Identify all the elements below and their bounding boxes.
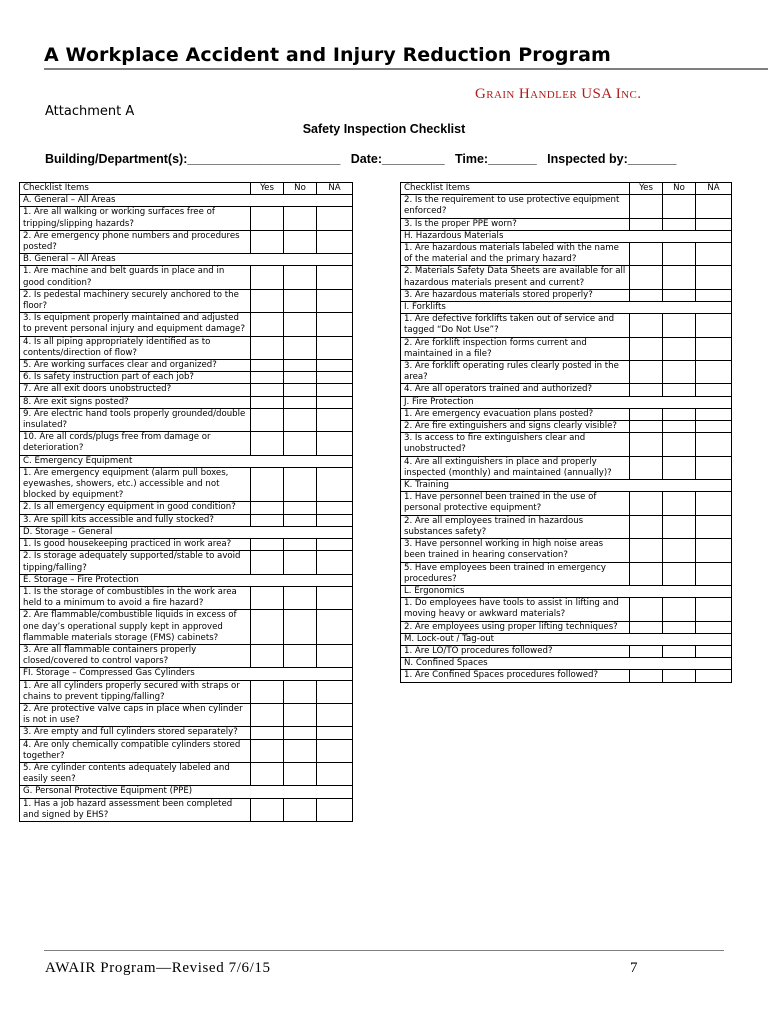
yes-checkbox-cell[interactable] (251, 680, 284, 703)
checklist-item-row (20, 539, 353, 551)
na-checkbox-cell[interactable] (317, 289, 353, 312)
yes-checkbox-cell[interactable] (251, 727, 284, 739)
checklist-item-row (401, 539, 732, 562)
yes-checkbox-cell[interactable] (251, 586, 284, 609)
na-checkbox-cell[interactable] (696, 384, 732, 396)
section-header-row (20, 455, 353, 467)
checklist-item-text: 2. Are fire extinguishers and signs clearly visible? (401, 421, 630, 433)
yes-checkbox-cell[interactable] (251, 396, 284, 408)
no-checkbox-cell[interactable] (284, 207, 317, 230)
checklist-item-row (20, 680, 353, 703)
no-checkbox-cell[interactable] (663, 337, 696, 360)
na-checkbox-cell[interactable] (696, 598, 732, 621)
checklist-item-text: 3. Are spill kits accessible and fully stocked? (20, 514, 251, 526)
checklist-item-row (20, 586, 353, 609)
no-checkbox-cell[interactable] (663, 492, 696, 515)
checklist-table-right (400, 182, 732, 683)
checklist-item-row (20, 408, 353, 431)
checklist-item-row (401, 337, 732, 360)
checklist-item-text: 2. Is storage adequately supported/stable to avoid tipping/falling? (20, 551, 251, 574)
na-checkbox-cell[interactable] (317, 467, 353, 502)
na-checkbox-cell[interactable] (696, 361, 732, 384)
checklist-item-text: 3. Have personnel working in high noise areas been trained in hearing conservation? (401, 539, 630, 562)
yes-checkbox-cell[interactable] (251, 372, 284, 384)
checklist-item-text: 9. Are electric hand tools properly grounded/double insulated? (20, 408, 251, 431)
checklist-item-row (20, 207, 353, 230)
no-checkbox-cell[interactable] (663, 243, 696, 266)
checklist-item-row (401, 562, 732, 585)
na-checkbox-cell[interactable] (696, 421, 732, 433)
yes-checkbox-cell[interactable] (251, 703, 284, 726)
checklist-item-row (20, 610, 353, 645)
yes-checkbox-cell[interactable] (630, 421, 663, 433)
checklist-item-text: 1. Is the storage of combustibles in the work area held to a minimum to avoid a fire hazard? (20, 586, 251, 609)
checklist-item-row (401, 361, 732, 384)
na-checkbox-cell[interactable] (317, 408, 353, 431)
na-checkbox-cell[interactable] (317, 396, 353, 408)
checklist-item-text: 8. Are exit signs posted? (20, 396, 251, 408)
checklist-item-text: 6. Is safety instruction part of each job? (20, 372, 251, 384)
section-header-row (401, 230, 732, 242)
yes-checkbox-cell[interactable] (251, 644, 284, 667)
na-checkbox-cell[interactable] (696, 670, 732, 682)
yes-checkbox-cell[interactable] (251, 432, 284, 455)
yes-checkbox-cell[interactable] (630, 384, 663, 396)
section-header-row (20, 574, 353, 586)
na-checkbox-cell[interactable] (696, 515, 732, 538)
checklist-item-text: 2. Is pedestal machinery securely anchored to the floor? (20, 289, 251, 312)
checklist-item-text: 3. Are all flammable containers properly closed/covered to control vapors? (20, 644, 251, 667)
na-checkbox-cell[interactable] (317, 703, 353, 726)
checklist-item-text: 2. Is the requirement to use protective equipment enforced? (401, 195, 630, 218)
header-na: NA (696, 183, 732, 195)
yes-checkbox-cell[interactable] (630, 621, 663, 633)
no-checkbox-cell[interactable] (284, 680, 317, 703)
no-checkbox-cell[interactable] (663, 361, 696, 384)
checklist-item-row (20, 551, 353, 574)
yes-checkbox-cell[interactable] (630, 195, 663, 218)
checklist-title: Safety Inspection Checklist (302, 122, 466, 136)
checklist-table-left (19, 182, 353, 822)
checklist-item-text: 4. Is all piping appropriately identified as to contents/direction of flow? (20, 336, 251, 359)
checklist-item-row (401, 218, 732, 230)
checklist-item-text: 1. Are hazardous materials labeled with the name of the material and the primary hazard? (401, 243, 630, 266)
no-checkbox-cell[interactable] (663, 314, 696, 337)
no-checkbox-cell[interactable] (663, 408, 696, 420)
section-title: G. Personal Protective Equipment (PPE) (20, 786, 353, 798)
header-checklist-items: Checklist Items (20, 183, 251, 195)
na-checkbox-cell[interactable] (317, 207, 353, 230)
section-title: D. Storage – General (20, 526, 353, 538)
na-checkbox-cell[interactable] (696, 243, 732, 266)
no-checkbox-cell[interactable] (284, 610, 317, 645)
section-header-row (20, 195, 353, 207)
na-checkbox-cell[interactable] (696, 195, 732, 218)
na-checkbox-cell[interactable] (317, 727, 353, 739)
checklist-item-text: 1. Are machine and belt guards in place and in good condition? (20, 266, 251, 289)
na-checkbox-cell[interactable] (317, 514, 353, 526)
na-checkbox-cell[interactable] (317, 680, 353, 703)
header-yes: Yes (251, 183, 284, 195)
checklist-item-text: 4. Are all operators trained and authorized? (401, 384, 630, 396)
yes-checkbox-cell[interactable] (251, 207, 284, 230)
checklist-item-row (401, 670, 732, 682)
section-header-row (401, 633, 732, 645)
checklist-item-row (401, 645, 732, 657)
na-checkbox-cell[interactable] (317, 539, 353, 551)
yes-checkbox-cell[interactable] (630, 243, 663, 266)
yes-checkbox-cell[interactable] (251, 336, 284, 359)
table-header-row (20, 183, 353, 195)
no-checkbox-cell[interactable] (284, 313, 317, 336)
na-checkbox-cell[interactable] (317, 266, 353, 289)
yes-checkbox-cell[interactable] (251, 360, 284, 372)
na-checkbox-cell[interactable] (317, 313, 353, 336)
checklist-item-row (20, 372, 353, 384)
yes-checkbox-cell[interactable] (630, 539, 663, 562)
checklist-item-row (401, 433, 732, 456)
yes-checkbox-cell[interactable] (630, 337, 663, 360)
checklist-item-row (401, 621, 732, 633)
section-title: M. Lock-out / Tag-out (401, 633, 732, 645)
checklist-item-text: 2. Materials Safety Data Sheets are available for all hazardous materials present and current? (401, 266, 630, 289)
checklist-item-row (20, 739, 353, 762)
no-checkbox-cell[interactable] (284, 586, 317, 609)
na-checkbox-cell[interactable] (317, 644, 353, 667)
checklist-item-text: 5. Are cylinder contents adequately labeled and easily seen? (20, 762, 251, 785)
no-checkbox-cell[interactable] (284, 372, 317, 384)
na-checkbox-cell[interactable] (696, 645, 732, 657)
checklist-item-text: 2. Are emergency phone numbers and procedures posted? (20, 230, 251, 253)
na-checkbox-cell[interactable] (317, 372, 353, 384)
na-checkbox-cell[interactable] (317, 551, 353, 574)
checklist-item-row (401, 266, 732, 289)
yes-checkbox-cell[interactable] (630, 562, 663, 585)
yes-checkbox-cell[interactable] (630, 598, 663, 621)
no-checkbox-cell[interactable] (284, 360, 317, 372)
checklist-item-row (20, 502, 353, 514)
no-checkbox-cell[interactable] (284, 408, 317, 431)
na-checkbox-cell[interactable] (317, 502, 353, 514)
yes-checkbox-cell[interactable] (251, 551, 284, 574)
checklist-item-text: 1. Are Confined Spaces procedures followed? (401, 670, 630, 682)
header-checklist-items: Checklist Items (401, 183, 630, 195)
no-checkbox-cell[interactable] (284, 502, 317, 514)
checklist-item-text: 1. Is good housekeeping practiced in work area? (20, 539, 251, 551)
na-checkbox-cell[interactable] (317, 432, 353, 455)
yes-checkbox-cell[interactable] (630, 456, 663, 479)
checklist-item-text: 1. Are all walking or working surfaces free of tripping/slipping hazards? (20, 207, 251, 230)
company-name: Grain Handler USA Inc. (475, 86, 642, 102)
no-checkbox-cell[interactable] (284, 644, 317, 667)
na-checkbox-cell[interactable] (696, 539, 732, 562)
checklist-item-text: 2. Are forklift inspection forms current and maintained in a file? (401, 337, 630, 360)
section-header-row (401, 585, 732, 597)
na-checkbox-cell[interactable] (696, 266, 732, 289)
checklist-item-text: 1. Are all cylinders properly secured with straps or chains to prevent tipping/falling? (20, 680, 251, 703)
na-checkbox-cell[interactable] (696, 408, 732, 420)
no-checkbox-cell[interactable] (284, 384, 317, 396)
no-checkbox-cell[interactable] (663, 195, 696, 218)
yes-checkbox-cell[interactable] (251, 467, 284, 502)
checklist-item-row (20, 313, 353, 336)
checklist-item-text: 4. Are only chemically compatible cylinders stored together? (20, 739, 251, 762)
no-checkbox-cell[interactable] (284, 266, 317, 289)
document-title: A Workplace Accident and Injury Reduction Program (44, 44, 611, 66)
na-checkbox-cell[interactable] (696, 562, 732, 585)
na-checkbox-cell[interactable] (317, 586, 353, 609)
checklist-item-text: 5. Have employees been trained in emergency procedures? (401, 562, 630, 585)
checklist-item-text: 3. Are forklift operating rules clearly posted in the area? (401, 361, 630, 384)
na-checkbox-cell[interactable] (696, 314, 732, 337)
checklist-item-row (20, 762, 353, 785)
footer-program-revision: AWAIR Program—Revised 7/6/15 (45, 960, 271, 976)
na-checkbox-cell[interactable] (317, 230, 353, 253)
section-header-row (20, 668, 353, 680)
header-no: No (284, 183, 317, 195)
header-no: No (663, 183, 696, 195)
checklist-item-row (401, 598, 732, 621)
section-header-row (20, 526, 353, 538)
checklist-item-row (401, 384, 732, 396)
no-checkbox-cell[interactable] (663, 539, 696, 562)
no-checkbox-cell[interactable] (663, 421, 696, 433)
yes-checkbox-cell[interactable] (630, 645, 663, 657)
header-yes: Yes (630, 183, 663, 195)
checklist-item-text: 1. Are defective forklifts taken out of service and tagged “Do Not Use”? (401, 314, 630, 337)
checklist-item-row (20, 396, 353, 408)
checklist-item-row (401, 456, 732, 479)
yes-checkbox-cell[interactable] (251, 739, 284, 762)
na-checkbox-cell[interactable] (696, 218, 732, 230)
yes-checkbox-cell[interactable] (251, 502, 284, 514)
na-checkbox-cell[interactable] (317, 360, 353, 372)
section-header-row (401, 480, 732, 492)
checklist-item-text: 4. Are all extinguishers in place and properly inspected (monthly) and maintained (annually)? (401, 456, 630, 479)
checklist-item-row (20, 336, 353, 359)
checklist-item-row (401, 492, 732, 515)
checklist-item-row (20, 703, 353, 726)
na-checkbox-cell[interactable] (696, 621, 732, 633)
checklist-item-row (401, 289, 732, 301)
title-divider (44, 68, 768, 70)
yes-checkbox-cell[interactable] (251, 610, 284, 645)
checklist-item-text: 3. Are hazardous materials stored properly? (401, 289, 630, 301)
section-header-row (401, 302, 732, 314)
yes-checkbox-cell[interactable] (251, 762, 284, 785)
yes-checkbox-cell[interactable] (630, 433, 663, 456)
checklist-item-row (20, 514, 353, 526)
checklist-item-row (401, 515, 732, 538)
checklist-item-text: 2. Are all employees trained in hazardous substances safety? (401, 515, 630, 538)
na-checkbox-cell[interactable] (317, 762, 353, 785)
checklist-item-row (20, 644, 353, 667)
yes-checkbox-cell[interactable] (251, 313, 284, 336)
section-title: K. Training (401, 480, 732, 492)
checklist-item-row (20, 467, 353, 502)
section-header-row (401, 658, 732, 670)
no-checkbox-cell[interactable] (284, 432, 317, 455)
checklist-item-text: 2. Are flammable/combustible liquids in excess of one day’s operational supply kept in approved flammable materials storage (FMS) cabinets? (20, 610, 251, 645)
section-title: L. Ergonomics (401, 585, 732, 597)
section-title: C. Emergency Equipment (20, 455, 353, 467)
na-checkbox-cell[interactable] (696, 492, 732, 515)
yes-checkbox-cell[interactable] (630, 408, 663, 420)
na-checkbox-cell[interactable] (317, 739, 353, 762)
checklist-item-row (401, 421, 732, 433)
no-checkbox-cell[interactable] (663, 433, 696, 456)
checklist-item-text: 7. Are all exit doors unobstructed? (20, 384, 251, 396)
checklist-item-row (20, 432, 353, 455)
no-checkbox-cell[interactable] (663, 645, 696, 657)
yes-checkbox-cell[interactable] (630, 361, 663, 384)
na-checkbox-cell[interactable] (696, 289, 732, 301)
checklist-item-text: 3. Is access to fire extinguishers clear and unobstructed? (401, 433, 630, 456)
yes-checkbox-cell[interactable] (630, 515, 663, 538)
yes-checkbox-cell[interactable] (630, 492, 663, 515)
checklist-item-row (20, 289, 353, 312)
yes-checkbox-cell[interactable] (630, 670, 663, 682)
checklist-item-text: 1. Are emergency evacuation plans posted? (401, 408, 630, 420)
checklist-item-row (401, 195, 732, 218)
no-checkbox-cell[interactable] (284, 289, 317, 312)
checklist-item-text: 3. Is equipment properly maintained and adjusted to prevent personal injury and equipment damage? (20, 313, 251, 336)
yes-checkbox-cell[interactable] (630, 266, 663, 289)
no-checkbox-cell[interactable] (663, 670, 696, 682)
section-header-row (20, 786, 353, 798)
na-checkbox-cell[interactable] (696, 337, 732, 360)
checklist-item-row (20, 798, 353, 821)
yes-checkbox-cell[interactable] (251, 230, 284, 253)
yes-checkbox-cell[interactable] (251, 798, 284, 821)
checklist-item-row (401, 408, 732, 420)
no-checkbox-cell[interactable] (663, 621, 696, 633)
no-checkbox-cell[interactable] (663, 598, 696, 621)
yes-checkbox-cell[interactable] (630, 314, 663, 337)
yes-checkbox-cell[interactable] (251, 384, 284, 396)
section-title: H. Hazardous Materials (401, 230, 732, 242)
section-title: N. Confined Spaces (401, 658, 732, 670)
checklist-item-row (20, 384, 353, 396)
table-header-row (401, 183, 732, 195)
checklist-item-text: 10. Are all cords/plugs free from damage or deterioration? (20, 432, 251, 455)
no-checkbox-cell[interactable] (663, 266, 696, 289)
section-header-row (20, 254, 353, 266)
no-checkbox-cell[interactable] (284, 539, 317, 551)
footer-divider (44, 950, 724, 951)
checklist-item-text: 1. Are LO/TO procedures followed? (401, 645, 630, 657)
section-title: A. General – All Areas (20, 195, 353, 207)
yes-checkbox-cell[interactable] (251, 514, 284, 526)
page-number: 7 (630, 960, 638, 976)
checklist-item-text: 3. Is the proper PPE worn? (401, 218, 630, 230)
yes-checkbox-cell[interactable] (630, 218, 663, 230)
checklist-item-text: 1. Are emergency equipment (alarm pull boxes, eyewashes, showers, etc.) accessible and not blocked by equipment? (20, 467, 251, 502)
yes-checkbox-cell[interactable] (251, 408, 284, 431)
yes-checkbox-cell[interactable] (251, 539, 284, 551)
no-checkbox-cell[interactable] (663, 289, 696, 301)
no-checkbox-cell[interactable] (284, 762, 317, 785)
na-checkbox-cell[interactable] (696, 456, 732, 479)
yes-checkbox-cell[interactable] (251, 266, 284, 289)
checklist-item-text: 2. Are protective valve caps in place when cylinder is not in use? (20, 703, 251, 726)
checklist-item-row (20, 360, 353, 372)
section-title: J. Fire Protection (401, 396, 732, 408)
no-checkbox-cell[interactable] (284, 703, 317, 726)
na-checkbox-cell[interactable] (696, 433, 732, 456)
no-checkbox-cell[interactable] (284, 727, 317, 739)
section-header-row (401, 396, 732, 408)
yes-checkbox-cell[interactable] (630, 289, 663, 301)
no-checkbox-cell[interactable] (284, 739, 317, 762)
checklist-item-row (401, 243, 732, 266)
section-title: I. Forklifts (401, 302, 732, 314)
checklist-item-text: 2. Is all emergency equipment in good condition? (20, 502, 251, 514)
no-checkbox-cell[interactable] (284, 514, 317, 526)
no-checkbox-cell[interactable] (284, 551, 317, 574)
na-checkbox-cell[interactable] (317, 610, 353, 645)
section-title: B. General – All Areas (20, 254, 353, 266)
attachment-label: Attachment A (45, 104, 135, 119)
section-title: FI. Storage – Compressed Gas Cylinders (20, 668, 353, 680)
checklist-item-row (20, 266, 353, 289)
no-checkbox-cell[interactable] (663, 515, 696, 538)
no-checkbox-cell[interactable] (284, 467, 317, 502)
no-checkbox-cell[interactable] (663, 384, 696, 396)
na-checkbox-cell[interactable] (317, 798, 353, 821)
na-checkbox-cell[interactable] (317, 336, 353, 359)
checklist-item-row (20, 230, 353, 253)
inspection-fields-line: Building/Department(s):______________________ Date:_________ Time:_______ Inspected by:_______ (45, 152, 677, 166)
no-checkbox-cell[interactable] (284, 336, 317, 359)
na-checkbox-cell[interactable] (317, 384, 353, 396)
checklist-item-text: 3. Are empty and full cylinders stored separately? (20, 727, 251, 739)
no-checkbox-cell[interactable] (284, 396, 317, 408)
checklist-item-text: 1. Do employees have tools to assist in lifting and moving heavy or awkward materials? (401, 598, 630, 621)
checklist-item-row (401, 314, 732, 337)
yes-checkbox-cell[interactable] (251, 289, 284, 312)
section-title: E. Storage – Fire Protection (20, 574, 353, 586)
checklist-item-text: 1. Has a job hazard assessment been completed and signed by EHS? (20, 798, 251, 821)
header-na: NA (317, 183, 353, 195)
checklist-item-row (20, 727, 353, 739)
no-checkbox-cell[interactable] (663, 218, 696, 230)
no-checkbox-cell[interactable] (284, 798, 317, 821)
no-checkbox-cell[interactable] (284, 230, 317, 253)
checklist-item-text: 2. Are employees using proper lifting techniques? (401, 621, 630, 633)
no-checkbox-cell[interactable] (663, 456, 696, 479)
no-checkbox-cell[interactable] (663, 562, 696, 585)
checklist-item-text: 5. Are working surfaces clear and organized? (20, 360, 251, 372)
checklist-item-text: 1. Have personnel been trained in the use of personal protective equipment? (401, 492, 630, 515)
